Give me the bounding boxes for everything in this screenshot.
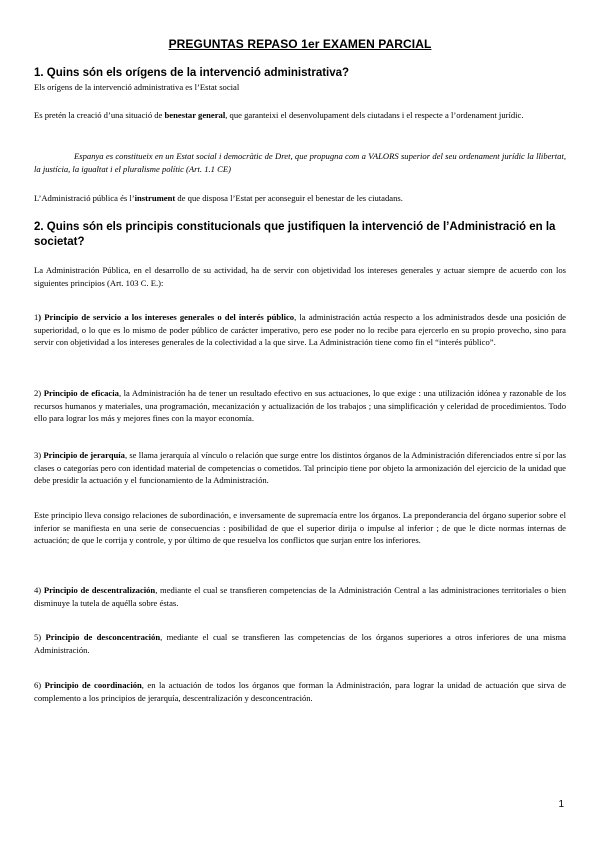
page-title: PREGUNTAS REPASO 1er EXAMEN PARCIAL xyxy=(168,37,432,51)
principle-text: , la Administración ha de tener un resultado efectivo en sus actuaciones, lo que exige : una utilización idónea y razonable de los recursos humanos y materiales, una programación, mecanización y actualización de los trabajos ; una simplificación y celeridad de procedimientos. Todo ello para lograr los más y mejores fines con la mayor economía. xyxy=(34,388,567,423)
item-number: 5) xyxy=(34,632,46,642)
principle-name: Principio de descentralización xyxy=(43,585,156,595)
principle-text: Este principio lleva consigo relaciones de subordinación, e inversamente de supremacía entre los órganos. La preponderancia del órgano superior sobre el inferior se manifiesta en una serie de consecuencias : posibilidad de que el superior dirija o impulse al inferior ; de que le dicte normas internas de actuación; de que le corrija y controle, y por último de que resuelva los conflictos que surjan entre los inferiores. xyxy=(34,510,566,545)
text-run: Es pretén la creació d’una situació de xyxy=(34,110,165,120)
principle-text: , mediante el cual se transfieren las competencias de los órganos superiores a otros inferiores de una misma Administración. xyxy=(34,632,566,655)
page-number: 1 xyxy=(558,799,564,810)
constitution-quote: Espanya es constitueix en un Estat social i democràtic de Dret, que propugna com a VALORS superior del seu ordenament jurídic la llibertat, la justícia, la igualtat i el pluralisme polític (Art. 1.1 CE) xyxy=(34,151,566,174)
principle-item-2 xyxy=(34,387,566,425)
principle-item-4 xyxy=(34,584,566,609)
principle-name: ) Principio de servicio a los intereses generales o del interés público xyxy=(38,312,295,322)
item-number: 1 xyxy=(34,312,39,322)
bold-term: instrument xyxy=(134,193,176,203)
principle-name: Principio de desconcentración xyxy=(45,632,161,642)
item-number: 6) xyxy=(34,680,45,690)
principle-text: , en la actuación de todos los órganos que forman la Administración, para lograr la unidad de actuación que sirva de complemento a los principios de jerarquía, descentralización y desconcentración. xyxy=(34,680,567,703)
principle-name: Principio de eficacia xyxy=(43,388,119,398)
question-1-paragraph-2 xyxy=(34,192,566,205)
item-number: 2) xyxy=(34,388,44,398)
principle-item-6 xyxy=(34,679,566,704)
text-run: de que disposa l’Estat per aconseguir el benestar de les ciutadans. xyxy=(175,193,403,203)
item-number: 3) xyxy=(34,450,44,460)
principle-name: Principio de coordinación xyxy=(44,680,142,690)
item-number: 4) xyxy=(34,585,44,595)
question-1-paragraph-1 xyxy=(34,109,566,122)
question-2-intro: La Administración Pública, en el desarrollo de su actividad, ha de servir con objetividad los intereses generales y actuar siempre de acuerdo con los siguientes principios (Art. 103 C. E.): xyxy=(34,265,566,288)
principle-item-5 xyxy=(34,631,566,656)
principle-text: , se llama jerarquía al vínculo o relación que surge entre los distintos órganos de la Administración diferenciados entre sí por las clases o categorías pero con identidad material de competencias o cometidos. Tal principio tiene por objeto la armonización del ejercicio de la unidad que debe presidir la actuación y el funcionamiento de la Administración. xyxy=(34,450,567,485)
principle-text: , mediante el cual se transfieren competencias de la Administración Central a las administraciones territoriales o bien disminuye la tutela de aquélla sobre éstas. xyxy=(34,585,566,608)
question-2-heading: 2. Quins són els principis constitucionals que justifiquen la intervenció de l’Administració en la societat? xyxy=(34,221,556,248)
principle-item-1 xyxy=(34,311,566,349)
principle-name: Principio de jerarquía xyxy=(43,450,125,460)
principle-item-3 xyxy=(34,449,566,487)
text-run: L’Administració pública és l’ xyxy=(34,193,135,203)
principle-text: , la administración actúa respecto a los administrados desde una posición de superioridad, o lo que es lo mismo de poder público de carácter imperativo, pero ese poder no lo recibe para ejercerlo en su propio provecho, sino para servir con objetividad a los intereses generales de la colectividad a la que sirve. La Administración tiene como fin el “interés público”. xyxy=(34,312,566,347)
bold-term: benestar general xyxy=(164,110,226,120)
question-1-heading: 1. Quins són els orígens de la intervenció administrativa? xyxy=(34,67,350,79)
question-1-answer-intro: Els orígens de la intervenció administrativa es l’Estat social xyxy=(34,82,240,92)
text-run: , que garanteixi el desenvolupament dels ciutadans i el respecte a l’ordenament jurídic. xyxy=(225,110,524,120)
principle-item-3-continued xyxy=(34,509,566,547)
